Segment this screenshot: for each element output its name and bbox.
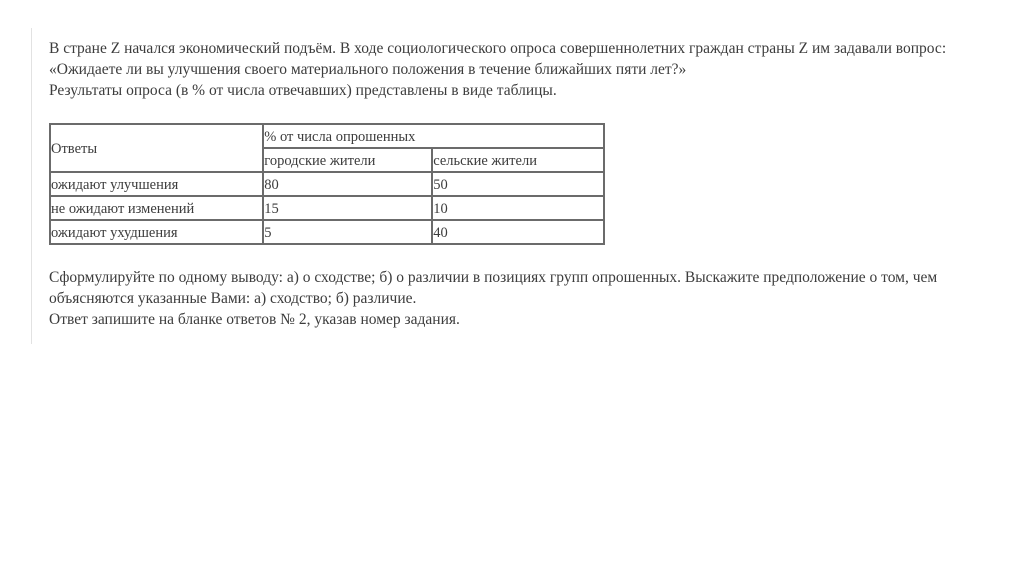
left-border-line — [31, 28, 32, 344]
rural-cell: 50 — [432, 172, 604, 196]
survey-results-table — [49, 123, 605, 245]
table-row — [50, 220, 604, 244]
task-content — [49, 38, 989, 330]
intro-text — [49, 38, 989, 101]
rural-cell: 40 — [432, 220, 604, 244]
answer-cell: не ожидают изменений — [50, 196, 263, 220]
task-line-2: объясняются указанные Вами: а) сходство; б) различие. — [49, 290, 417, 307]
rural-header: сельские жители — [432, 148, 604, 172]
urban-cell: 80 — [263, 172, 432, 196]
intro-question: «Ожидаете ли вы улучшения своего материального положения в течение ближайших пяти лет?» — [49, 61, 687, 78]
intro-line-3: Результаты опроса (в % от числа отвечавших) представлены в виде таблицы. — [49, 82, 557, 99]
table-row — [50, 196, 604, 220]
task-text — [49, 267, 989, 330]
intro-line-1: В стране Z начался экономический подъём. В ходе социологического опроса совершеннолетних граждан страны Z им задавали вопрос: — [49, 40, 947, 57]
rural-cell: 10 — [432, 196, 604, 220]
urban-cell: 5 — [263, 220, 432, 244]
answer-cell: ожидают улучшения — [50, 172, 263, 196]
table-header-row — [50, 124, 604, 148]
urban-header: городские жители — [263, 148, 432, 172]
task-line-3: Ответ запишите на бланке ответов № 2, указав номер задания. — [49, 311, 460, 328]
percent-header: % от числа опрошенных — [263, 124, 604, 148]
urban-cell: 15 — [263, 196, 432, 220]
table-row — [50, 172, 604, 196]
answers-header: Ответы — [50, 124, 263, 172]
answer-cell: ожидают ухудшения — [50, 220, 263, 244]
task-line-1: Сформулируйте по одному выводу: а) о сходстве; б) о различии в позициях групп опрошенных. Выскажите предположение о том, чем — [49, 269, 938, 286]
